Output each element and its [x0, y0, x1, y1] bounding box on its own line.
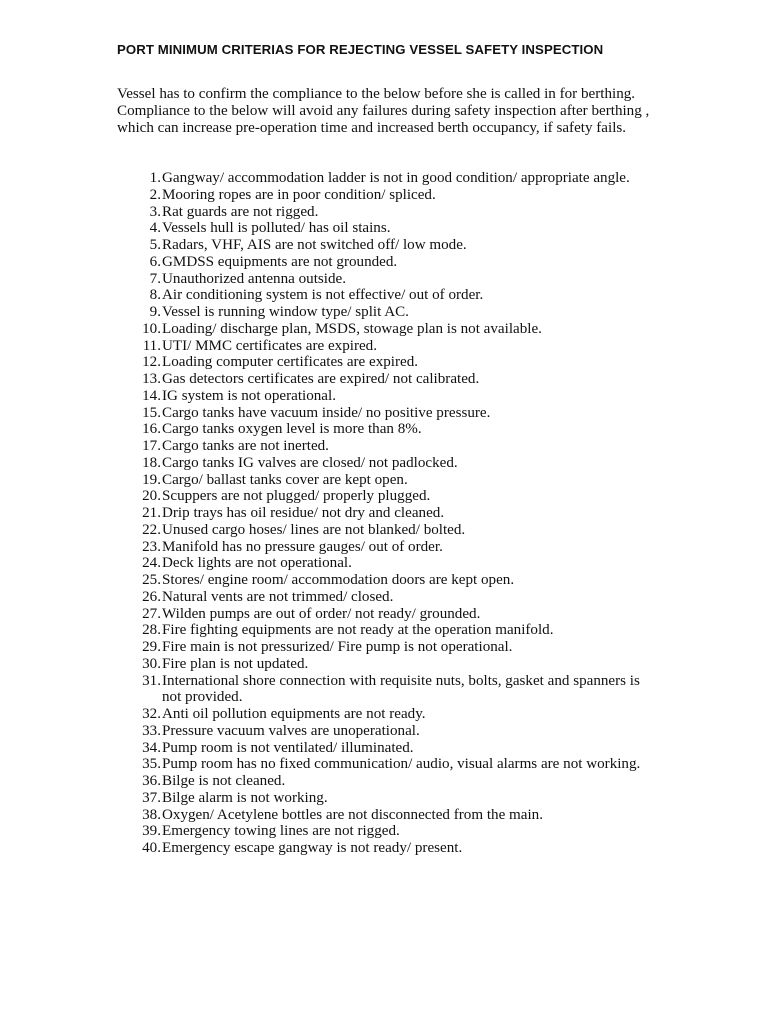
list-item	[117, 271, 677, 288]
list-item-text: Anti oil pollution equipments are not ready.	[162, 706, 426, 722]
list-item-text: Emergency towing lines are not rigged.	[162, 823, 400, 840]
list-item-text: IG system is not operational.	[162, 387, 336, 404]
list-item	[117, 438, 677, 455]
list-item-text: Bilge alarm is not working.	[162, 789, 328, 806]
list-item	[117, 254, 677, 271]
list-item	[117, 589, 677, 606]
list-item	[117, 472, 677, 489]
list-item-text: International shore connection with requisite nuts, bolts, gasket and spanners is not provided.	[162, 672, 640, 706]
list-item-number: 30.	[142, 655, 161, 672]
list-item-number: 31.	[142, 672, 161, 689]
list-item	[117, 572, 677, 589]
list-item-number: 33.	[142, 722, 161, 739]
list-item-number: 14.	[142, 387, 161, 404]
list-item	[117, 388, 677, 405]
list-item-text: Fire plan is not updated.	[162, 655, 309, 672]
list-item	[117, 740, 677, 757]
list-item-text: Fire main is not pressurized/ Fire pump is not operational.	[162, 639, 513, 655]
list-item-number: 29.	[142, 639, 161, 655]
list-item-text: Drip trays has oil residue/ not dry and cleaned.	[162, 505, 445, 521]
criteria-list	[117, 170, 677, 857]
list-item	[117, 823, 677, 840]
list-item	[117, 756, 677, 773]
list-item-number: 22.	[142, 521, 161, 538]
list-item	[117, 488, 677, 505]
list-item	[117, 220, 677, 237]
list-item-text: Stores/ engine room/ accommodation doors are kept open.	[162, 572, 515, 588]
list-item	[117, 505, 677, 522]
list-item	[117, 723, 677, 740]
list-item-number: 15.	[142, 404, 161, 421]
list-item-text: Natural vents are not trimmed/ closed.	[162, 588, 394, 605]
list-item-number: 40.	[142, 840, 161, 856]
list-item-text: Vessels hull is polluted/ has oil stains.	[162, 220, 391, 237]
list-item-number: 4.	[149, 220, 161, 237]
list-item-number: 18.	[142, 454, 161, 471]
list-item-number: 35.	[142, 756, 161, 773]
list-item-number: 39.	[142, 823, 161, 840]
list-item-text: Cargo/ ballast tanks cover are kept open.	[162, 471, 408, 488]
list-item-number: 5.	[149, 237, 161, 253]
list-item	[117, 187, 677, 204]
list-item-number: 32.	[142, 706, 161, 722]
list-item-text: Pump room has no fixed communication/ audio, visual alarms are not working.	[162, 756, 641, 773]
list-item-number: 21.	[142, 505, 161, 521]
list-item-number: 8.	[149, 287, 161, 304]
list-item-number: 25.	[142, 572, 161, 588]
list-item-text: Pump room is not ventilated/ illuminated.	[162, 739, 414, 756]
list-item-number: 11.	[142, 337, 161, 354]
list-item-text: Oxygen/ Acetylene bottles are not disconnected from the main.	[162, 806, 543, 823]
list-item-number: 27.	[142, 605, 161, 622]
list-item-text: Radars, VHF, AIS are not switched off/ low mode.	[162, 237, 467, 253]
list-item	[117, 237, 677, 254]
list-item	[117, 622, 677, 639]
list-item-text: Cargo tanks are not inerted.	[162, 438, 329, 454]
list-item-number: 12.	[142, 354, 161, 371]
intro-paragraph: Vessel has to confirm the compliance to the below before she is called in for berthing. Compliance to the below will avoid any failures during safety inspection after berthing , which can increase pre-operation time and increased berth occupancy, if safety fails.	[117, 86, 650, 136]
list-item	[117, 304, 677, 321]
list-item	[117, 840, 677, 857]
list-item	[117, 522, 677, 539]
list-item-number: 3.	[149, 203, 161, 220]
list-item	[117, 606, 677, 623]
list-item	[117, 455, 677, 472]
list-item-number: 26.	[142, 588, 161, 605]
document-title: PORT MINIMUM CRITERIAS FOR REJECTING VESSEL SAFETY INSPECTION	[117, 42, 604, 57]
list-item-text: Cargo tanks oxygen level is more than 8%.	[162, 421, 422, 438]
list-item	[117, 405, 677, 422]
list-item-text: Pressure vacuum valves are unoperational.	[162, 722, 420, 739]
list-item	[117, 371, 677, 388]
list-item	[117, 673, 677, 707]
list-item-text: Rat guards are not rigged.	[162, 203, 319, 220]
list-item-text: Scuppers are not plugged/ properly plugged.	[162, 488, 431, 505]
list-item-number: 34.	[142, 739, 161, 756]
list-item-text: Loading/ discharge plan, MSDS, stowage plan is not available.	[162, 320, 542, 337]
list-item-number: 10.	[142, 320, 161, 337]
list-item-number: 37.	[142, 789, 161, 806]
list-item-number: 17.	[142, 438, 161, 454]
list-item-number: 1.	[149, 170, 161, 186]
list-item-number: 38.	[142, 806, 161, 823]
list-item-text: Gas detectors certificates are expired/ not calibrated.	[162, 371, 480, 387]
list-item-text: UTI/ MMC certificates are expired.	[162, 337, 377, 354]
list-item-number: 13.	[142, 371, 161, 387]
list-item-text: GMDSS equipments are not grounded.	[162, 253, 398, 270]
list-item	[117, 656, 677, 673]
list-item-text: Loading computer certificates are expired.	[162, 354, 419, 371]
list-item	[117, 338, 677, 355]
list-item	[117, 555, 677, 572]
list-item-text: Wilden pumps are out of order/ not ready/ grounded.	[162, 605, 481, 622]
list-item-text: Cargo tanks have vacuum inside/ no positive pressure.	[162, 404, 491, 421]
list-item	[117, 204, 677, 221]
list-item-number: 7.	[149, 270, 161, 287]
list-item-number: 24.	[142, 555, 161, 572]
list-item-text: Manifold has no pressure gauges/ out of order.	[162, 538, 443, 555]
list-item-number: 6.	[149, 253, 161, 270]
list-item	[117, 287, 677, 304]
list-item-text: Vessel is running window type/ split AC.	[162, 304, 409, 320]
list-item-text: Deck lights are not operational.	[162, 555, 352, 572]
list-item-number: 16.	[142, 421, 161, 438]
list-item	[117, 807, 677, 824]
list-item-text: Unused cargo hoses/ lines are not blanked/ bolted.	[162, 521, 466, 538]
list-item	[117, 773, 677, 790]
list-item-number: 9.	[149, 304, 161, 320]
list-item-text: Fire fighting equipments are not ready at the operation manifold.	[162, 622, 554, 639]
list-item-text: Air conditioning system is not effective/ out of order.	[162, 287, 484, 304]
list-item	[117, 790, 677, 807]
list-item	[117, 170, 677, 187]
list-item-number: 20.	[142, 488, 161, 505]
list-item-text: Unauthorized antenna outside.	[162, 270, 346, 287]
list-item-number: 19.	[142, 471, 161, 488]
list-item-number: 28.	[142, 622, 161, 639]
list-item-number: 36.	[142, 773, 161, 789]
list-item-text: Bilge is not cleaned.	[162, 773, 286, 789]
list-item	[117, 321, 677, 338]
list-item-number: 23.	[142, 538, 161, 555]
list-item	[117, 354, 677, 371]
list-item	[117, 539, 677, 556]
list-item-text: Mooring ropes are in poor condition/ spliced.	[162, 186, 436, 203]
list-item	[117, 421, 677, 438]
list-item-text: Emergency escape gangway is not ready/ present.	[162, 840, 463, 856]
list-item-text: Gangway/ accommodation ladder is not in good condition/ appropriate angle.	[162, 170, 630, 186]
list-item	[117, 639, 677, 656]
list-item	[117, 706, 677, 723]
list-item-text: Cargo tanks IG valves are closed/ not padlocked.	[162, 454, 458, 471]
list-item-number: 2.	[149, 186, 161, 203]
